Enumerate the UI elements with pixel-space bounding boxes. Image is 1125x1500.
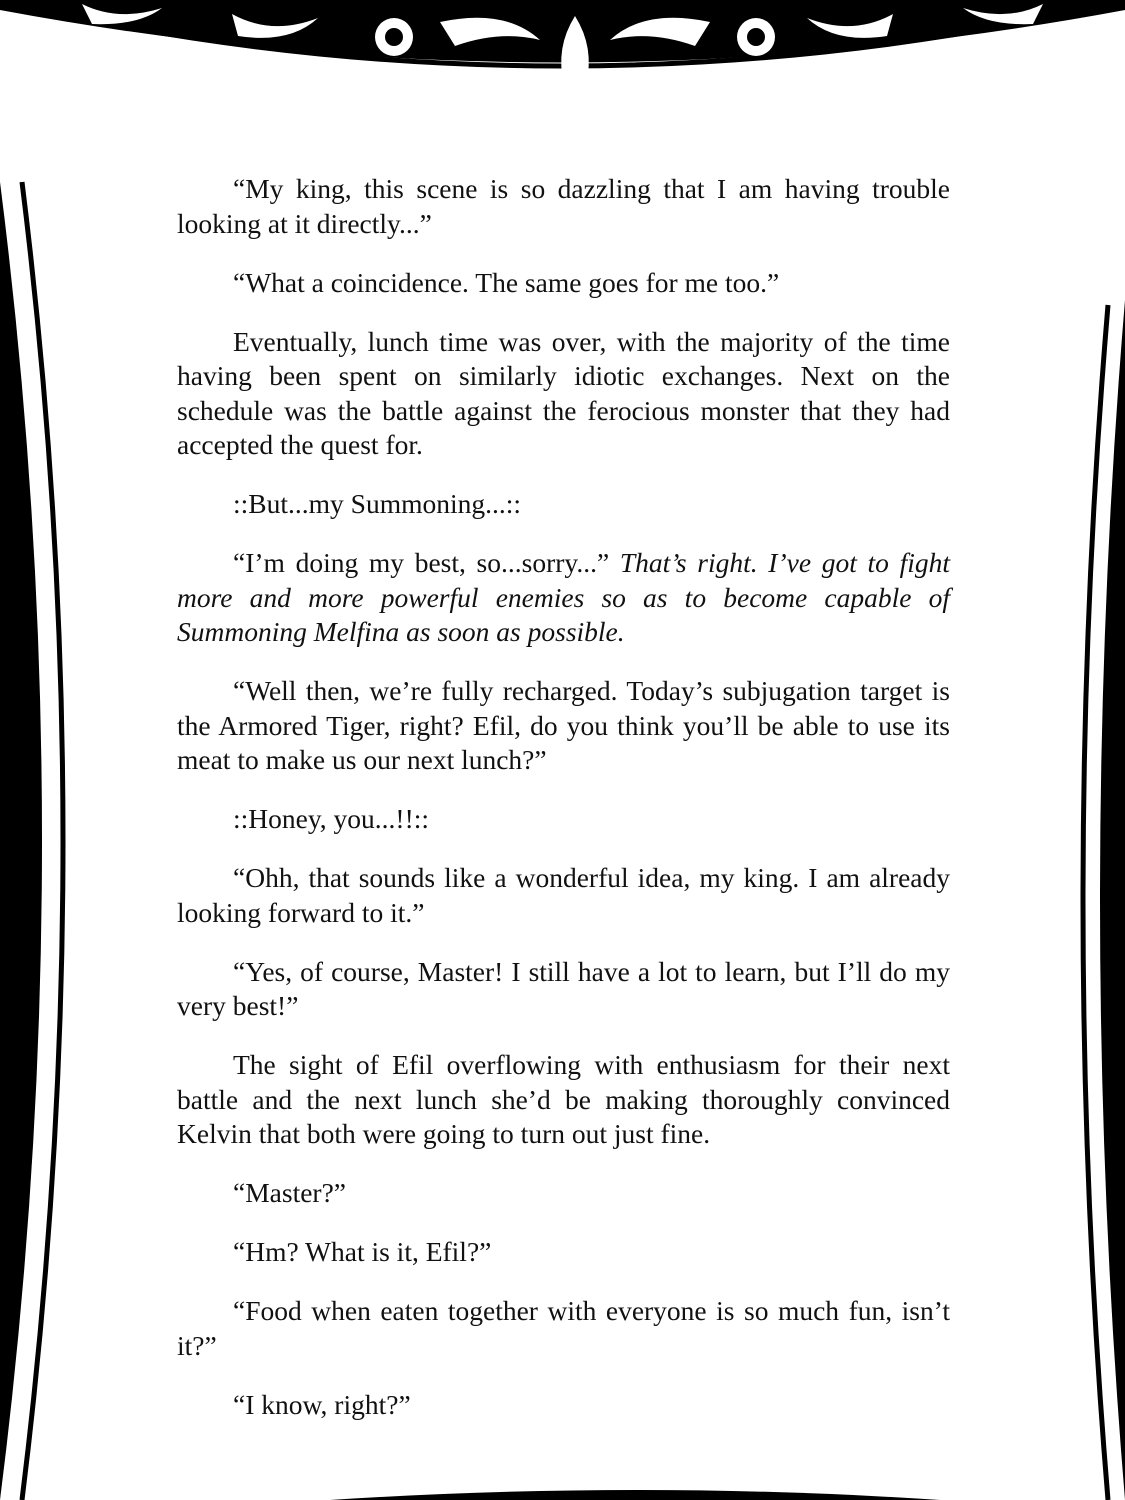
bottom-frame-border [330,1490,940,1500]
left-frame-border [0,182,63,1500]
paragraph: “Hm? What is it, Efil?” [233,1236,492,1267]
paragraph: ::But...my Summoning...:: [233,488,522,519]
paragraph: “Ohh, that sounds like a wonderful idea, my king. I am already looking forward to it.” [177,862,950,928]
paragraph: “Food when eaten together with everyone is so much fun, isn’t it?” [177,1295,950,1361]
paragraph: “My king, this scene is so dazzling that I am having trouble looking at it directly...” [177,173,950,239]
paragraph: Eventually, lunch time was over, with the majority of the time having been spent on similarly idiotic exchanges. Next on the schedule was the battle against the ferocious monster that they had accepted the quest for. [177,325,950,460]
paragraph: ::Honey, you...!!:: [233,803,430,834]
paragraph: The sight of Efil overflowing with enthusiasm for their next battle and the next lunch she’d be making thoroughly convinced Kelvin that both were going to turn out just fine. [177,1049,950,1149]
inner-thought-text: That’s right. I’ve got to fight more and more powerful enemies so as to become capable of Summoning Melfina as soon as possible. [177,547,950,647]
paragraph: “Well then, we’re fully recharged. Today’s subjugation target is the Armored Tiger, right? Efil, do you think you’ll be able to use its meat to make us our next lunch?” [177,675,950,775]
paragraph [177,546,950,650]
paragraph: “I know, right?” [233,1388,411,1420]
paragraph: “What a coincidence. The same goes for me too.” [233,266,780,298]
dialogue-text: “I’m doing my best, so...sorry...” [233,547,620,578]
top-ornament [0,0,1125,84]
paragraph: “Yes, of course, Master! I still have a lot to learn, but I’ll do my very best!” [177,955,950,1021]
chapter-text [177,172,950,1447]
paragraph: “Master?” [233,1177,346,1208]
right-frame-border [1083,300,1125,1500]
